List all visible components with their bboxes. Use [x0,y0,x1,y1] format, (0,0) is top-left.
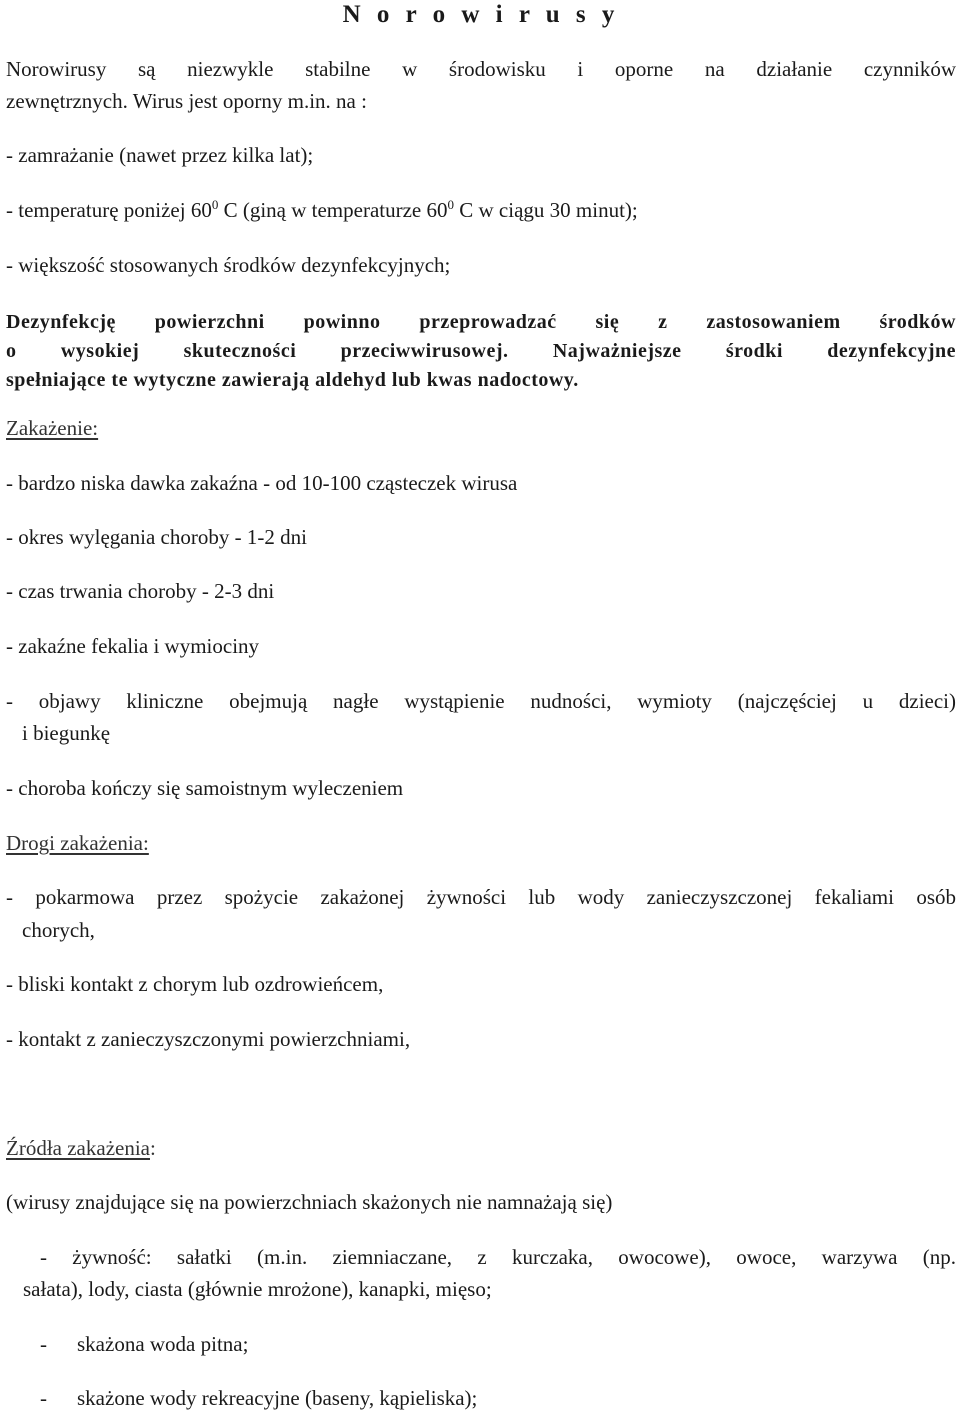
infection-item-symptoms-cont: i biegunkę [22,721,111,745]
infection-item-symptoms: - objawy kliniczne obejmują nagłe wystąpienie nudności, wymioty (najczęściej u dzieci) [6,689,956,713]
temperature-text-3: C w ciągu 30 minut); [454,198,638,222]
infection-heading: Zakażenie: [6,416,99,440]
disinfection-paragraph [6,308,956,395]
sources-note: (wirusy znajdujące się na powierzchniach skażonych nie namnażają się) [6,1190,613,1214]
sources-heading-colon: : [150,1136,156,1160]
sources-water-dash: - [40,1332,47,1356]
infection-item-incubation: - okres wylęgania choroby - 1-2 dni [6,525,307,549]
infection-item-duration: - czas trwania choroby - 2-3 dni [6,579,275,603]
intro-line-1: Norowirusy są niezwykle stabilne w środowisku i oporne na działanie czynników [6,57,956,81]
routes-item-food-cont: chorych, [22,918,95,942]
routes-item-contact: - bliski kontakt z chorym lub ozdrowieńcem, [6,972,384,996]
resistance-item-freezing: - zamrażanie (nawet przez kilka lat); [6,143,314,167]
sources-item-recreation [40,1383,960,1415]
temperature-text-2: C (giną w temperaturze 60 [218,198,448,222]
temperature-text-1: - temperaturę poniżej 60 [6,198,212,222]
sources-heading [6,1133,956,1165]
sources-water-text: skażona woda pitna; [77,1332,249,1356]
document-title: N o r o w i r u s y [342,1,620,28]
infection-item-recovery: - choroba kończy się samoistnym wyleczeniem [6,776,404,800]
sources-heading-text: Źródła zakażenia [6,1136,150,1160]
temperature-superscript-2: 0 [447,197,454,212]
document-page [6,0,956,1410]
routes-item-surfaces: - kontakt z zanieczyszczonymi powierzchniami, [6,1027,411,1051]
routes-heading: Drogi zakażenia: [6,831,149,855]
disinfection-line-3: spełniające te wytyczne zawierają aldehyd lub kwas nadoctowy. [6,369,579,391]
infection-item-dose: - bardzo niska dawka zakaźna - od 10-100 cząsteczek wirusa [6,471,518,495]
sources-recreation-dash: - [40,1386,47,1410]
infection-item-excretions: - zakaźne fekalia i wymiociny [6,634,260,658]
sources-item-food: - żywność: sałatki (m.in. ziemniaczane, z kurczaka, owocowe), owoce, warzywa (np. [40,1245,956,1269]
temperature-superscript-1: 0 [211,197,219,212]
sources-recreation-text: skażone wody rekreacyjne (baseny, kąpieliska); [77,1386,478,1410]
routes-item-food: - pokarmowa przez spożycie zakażonej żywności lub wody zanieczyszczonej fekaliami osób [6,885,956,909]
sources-item-water [40,1329,960,1361]
sources-item-food-cont: sałata), lody, ciasta (głównie mrożone), kanapki, mięso; [23,1277,492,1301]
resistance-item-disinfectants: - większość stosowanych środków dezynfekcyjnych; [6,253,451,277]
disinfection-line-1: Dezynfekcję powierzchni powinno przeprowadzać się z zastosowaniem środków [6,311,956,333]
intro-line-2: zewnętrznych. Wirus jest oporny m.in. na : [6,89,367,113]
resistance-item-temperature [6,195,956,227]
disinfection-line-2: o wysokiej skuteczności przeciwwirusowej. Najważniejsze środki dezynfekcyjne [6,340,956,362]
